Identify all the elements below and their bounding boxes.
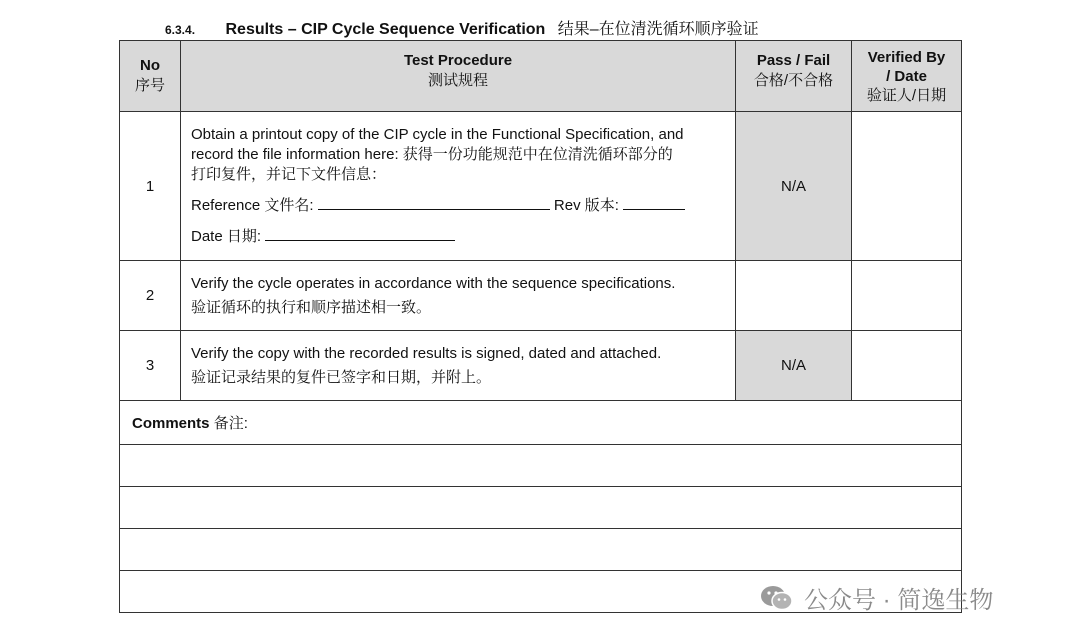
row-number: 2: [120, 261, 181, 331]
comments-header-row: [120, 401, 962, 445]
header-pass-fail-zh: 合格/不合格: [753, 72, 834, 89]
header-procedure-en: Test Procedure: [403, 52, 513, 69]
wechat-logo-icon: [760, 584, 794, 612]
header-pass-fail: [736, 41, 852, 112]
verified-cell[interactable]: [852, 261, 962, 331]
row-number: 1: [120, 112, 181, 261]
pass-fail-cell: N/A: [736, 331, 852, 401]
header-no: [120, 41, 181, 112]
rev-blank[interactable]: [623, 195, 685, 210]
procedure-line: 打印复件，并记下文件信息：: [191, 166, 387, 183]
reference-field-line: [191, 195, 725, 216]
header-procedure: [181, 41, 736, 112]
comment-line[interactable]: [120, 445, 962, 487]
procedure-line: Verify the copy with the recorded results is signed, dated and attached.: [191, 344, 662, 362]
comment-line[interactable]: [120, 487, 962, 529]
comment-line[interactable]: [120, 529, 962, 571]
procedure-line: 验证循环的执行和顺序描述相一致。: [191, 298, 432, 316]
verified-cell[interactable]: [852, 112, 962, 261]
comments-label-en: Comments: [132, 415, 210, 432]
comments-header: [120, 401, 962, 445]
header-verified-en-2: / Date: [886, 67, 927, 85]
table-row: [120, 261, 962, 331]
date-blank[interactable]: [265, 226, 455, 241]
header-no-en: No: [140, 57, 160, 74]
header-verified: [852, 41, 962, 112]
header-verified-zh: 验证人/日期: [866, 86, 947, 104]
pass-fail-cell[interactable]: [736, 261, 852, 331]
header-procedure-zh: 测试规程: [427, 72, 488, 89]
header-no-zh: 序号: [134, 77, 165, 94]
procedure-line: Obtain a printout copy of the CIP cycle in the Functional Specification, and: [191, 126, 684, 143]
reference-label: Reference 文件名:: [191, 197, 314, 214]
section-number: 6.3.4.: [165, 23, 196, 37]
section-title: [165, 16, 759, 39]
procedure-line: Verify the cycle operates in accordance with the sequence specifications.: [191, 274, 676, 292]
procedure-cell: [181, 112, 736, 261]
procedure-cell: [181, 261, 736, 331]
row-number: 3: [120, 331, 181, 401]
procedure-cell: [181, 331, 736, 401]
date-field-line: [191, 226, 725, 247]
section-title-en: Results – CIP Cycle Sequence Verification: [225, 21, 546, 38]
rev-label: Rev 版本:: [553, 197, 619, 214]
watermark-text: 公众号 · 简逸生物: [804, 587, 994, 614]
header-verified-en-1: Verified By: [867, 48, 946, 66]
table-row: [120, 331, 962, 401]
header-pass-fail-en: Pass / Fail: [756, 52, 831, 69]
date-label: Date 日期:: [191, 228, 262, 245]
table-row: [120, 112, 962, 261]
section-title-zh: 结果–在位清洗循环顺序验证: [557, 21, 759, 38]
comments-label-zh: 备注:: [213, 415, 248, 432]
reference-blank[interactable]: [318, 195, 550, 210]
verification-table: [119, 40, 962, 401]
procedure-line: record the file information here: 获得一份功能规范中在位清洗循环部分的: [191, 146, 673, 163]
procedure-line: 验证记录结果的复件已签字和日期，并附上。: [191, 368, 492, 386]
header-row: [120, 41, 962, 112]
pass-fail-cell: N/A: [736, 112, 852, 261]
verified-cell[interactable]: [852, 331, 962, 401]
watermark: [760, 580, 993, 615]
